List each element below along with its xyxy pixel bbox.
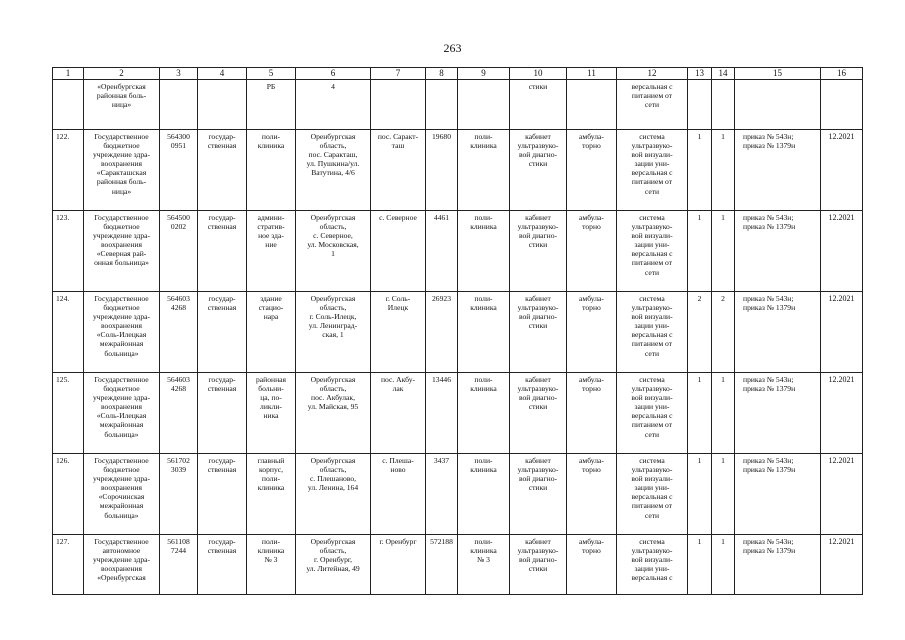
deadline-date-cell bbox=[821, 80, 863, 130]
care-conditions-cell: амбула- торно bbox=[567, 454, 617, 535]
institution-name-cell: «Оренбургская районная боль- ница» bbox=[84, 80, 160, 130]
equipment-name-cell: версальная с питанием от сети bbox=[617, 80, 688, 130]
column-header-11: 11 bbox=[567, 68, 617, 80]
quantity-total-cell: 1 bbox=[712, 130, 735, 211]
building-type-cell: поли- клиника bbox=[247, 130, 296, 211]
care-conditions-cell: амбула- торно bbox=[567, 373, 617, 454]
subdivision-cell: поли- клиника bbox=[458, 130, 510, 211]
locality-cell: г. Соль- Илецк bbox=[371, 292, 426, 373]
row-number-cell: 126. bbox=[53, 454, 84, 535]
ownership-form-cell: государ- ственная bbox=[198, 130, 247, 211]
unit-name-cell: кабинет ультразвуко- вой диагно- стики bbox=[510, 130, 567, 211]
row-number-cell bbox=[53, 80, 84, 130]
order-reference-cell: приказ № 543н; приказ № 1379н bbox=[735, 292, 821, 373]
unit-name-cell: кабинет ультразвуко- вой диагно- стики bbox=[510, 373, 567, 454]
table-row bbox=[53, 454, 863, 535]
order-reference-cell: приказ № 543н; приказ № 1379н bbox=[735, 211, 821, 292]
address-cell: Оренбургская область, г. Соль-Илецк, ул. Ленинград- ская, 1 bbox=[296, 292, 371, 373]
order-reference-cell bbox=[735, 80, 821, 130]
ownership-form-cell: государ- ственная bbox=[198, 535, 247, 595]
deadline-date-cell: 12.2021 bbox=[821, 211, 863, 292]
institution-name-cell: Государственное бюджетное учреждение здра- воохранения «Соль-Илецкая межрайонная больница» bbox=[84, 373, 160, 454]
population-cell: 13446 bbox=[426, 373, 458, 454]
order-reference-cell: приказ № 543н; приказ № 1379н bbox=[735, 373, 821, 454]
population-cell: 572188 bbox=[426, 535, 458, 595]
ownership-form-cell bbox=[198, 80, 247, 130]
quantity-planned-cell: 2 bbox=[688, 292, 712, 373]
quantity-planned-cell: 1 bbox=[688, 373, 712, 454]
column-header-13: 13 bbox=[688, 68, 712, 80]
row-number-cell: 125. bbox=[53, 373, 84, 454]
population-cell: 19680 bbox=[426, 130, 458, 211]
table-row bbox=[53, 211, 863, 292]
deadline-date-cell: 12.2021 bbox=[821, 454, 863, 535]
quantity-planned-cell: 1 bbox=[688, 130, 712, 211]
table-row bbox=[53, 130, 863, 211]
population-cell: 3437 bbox=[426, 454, 458, 535]
care-conditions-cell: амбула- торно bbox=[567, 535, 617, 595]
institution-name-cell: Государственное бюджетное учреждение здра- воохранения «Соль-Илецкая межрайонная больница» bbox=[84, 292, 160, 373]
ownership-form-cell: государ- ственная bbox=[198, 454, 247, 535]
locality-cell: пос. Саракт- таш bbox=[371, 130, 426, 211]
quantity-total-cell: 2 bbox=[712, 292, 735, 373]
table-row bbox=[53, 292, 863, 373]
row-number-cell: 123. bbox=[53, 211, 84, 292]
column-header-8: 8 bbox=[426, 68, 458, 80]
inn-code-cell bbox=[160, 80, 198, 130]
table-row bbox=[53, 80, 863, 130]
care-conditions-cell: амбула- торно bbox=[567, 292, 617, 373]
unit-name-cell: стики bbox=[510, 80, 567, 130]
column-header-10: 10 bbox=[510, 68, 567, 80]
column-header-15: 15 bbox=[735, 68, 821, 80]
inn-code-cell: 564500 0202 bbox=[160, 211, 198, 292]
care-conditions-cell: амбула- торно bbox=[567, 130, 617, 211]
equipment-name-cell: система ультразвуко- вой визуали- зации уни- версальная с питанием от сети bbox=[617, 454, 688, 535]
quantity-total-cell: 1 bbox=[712, 454, 735, 535]
quantity-planned-cell: 1 bbox=[688, 535, 712, 595]
quantity-planned-cell: 1 bbox=[688, 454, 712, 535]
institution-name-cell: Государственное бюджетное учреждение здра- воохранения «Северная рай- онная больница» bbox=[84, 211, 160, 292]
column-header-1: 1 bbox=[53, 68, 84, 80]
unit-name-cell: кабинет ультразвуко- вой диагно- стики bbox=[510, 535, 567, 595]
ownership-form-cell: государ- ственная bbox=[198, 292, 247, 373]
equipment-name-cell: система ультразвуко- вой визуали- зации уни- версальная с питанием от сети bbox=[617, 373, 688, 454]
column-header-12: 12 bbox=[617, 68, 688, 80]
deadline-date-cell: 12.2021 bbox=[821, 130, 863, 211]
subdivision-cell: поли- клиника bbox=[458, 292, 510, 373]
deadline-date-cell: 12.2021 bbox=[821, 535, 863, 595]
data-table bbox=[52, 67, 863, 595]
care-conditions-cell bbox=[567, 80, 617, 130]
unit-name-cell: кабинет ультразвуко- вой диагно- стики bbox=[510, 292, 567, 373]
unit-name-cell: кабинет ультразвуко- вой диагно- стики bbox=[510, 211, 567, 292]
building-type-cell: районная больни- ца, по- ликли- ника bbox=[247, 373, 296, 454]
address-cell: Оренбургская область, пос. Саракташ, ул. Пушкина/ул. Ватутина, 4/6 bbox=[296, 130, 371, 211]
subdivision-cell: поли- клиника bbox=[458, 373, 510, 454]
inn-code-cell: 564603 4268 bbox=[160, 292, 198, 373]
institution-name-cell: Государственное автономное учреждение здра- воохранения «Оренбургская bbox=[84, 535, 160, 595]
quantity-total-cell: 1 bbox=[712, 373, 735, 454]
quantity-total-cell: 1 bbox=[712, 535, 735, 595]
column-header-14: 14 bbox=[712, 68, 735, 80]
locality-cell: г. Оренбург bbox=[371, 535, 426, 595]
row-number-cell: 127. bbox=[53, 535, 84, 595]
address-cell: 4 bbox=[296, 80, 371, 130]
inn-code-cell: 564603 4268 bbox=[160, 373, 198, 454]
table-row bbox=[53, 535, 863, 595]
locality-cell bbox=[371, 80, 426, 130]
column-header-4: 4 bbox=[198, 68, 247, 80]
header-row bbox=[53, 68, 863, 80]
building-type-cell: поли- клиника № 3 bbox=[247, 535, 296, 595]
address-cell: Оренбургская область, пос. Акбулак, ул. Майская, 95 bbox=[296, 373, 371, 454]
locality-cell: с. Плеша- ново bbox=[371, 454, 426, 535]
address-cell: Оренбургская область, г. Оренбург, ул. Литейная, 49 bbox=[296, 535, 371, 595]
unit-name-cell: кабинет ультразвуко- вой диагно- стики bbox=[510, 454, 567, 535]
order-reference-cell: приказ № 543н; приказ № 1379н bbox=[735, 454, 821, 535]
deadline-date-cell: 12.2021 bbox=[821, 373, 863, 454]
row-number-cell: 124. bbox=[53, 292, 84, 373]
building-type-cell: здание стацио- нара bbox=[247, 292, 296, 373]
institution-name-cell: Государственное бюджетное учреждение здра- воохранения «Саракташская районная боль- ница» bbox=[84, 130, 160, 211]
column-header-16: 16 bbox=[821, 68, 863, 80]
institution-name-cell: Государственное бюджетное учреждение здра- воохранения «Сорочинская межрайонная больница» bbox=[84, 454, 160, 535]
row-number-cell: 122. bbox=[53, 130, 84, 211]
inn-code-cell: 561108 7244 bbox=[160, 535, 198, 595]
page-number: 263 bbox=[443, 41, 462, 55]
subdivision-cell: поли- клиника bbox=[458, 211, 510, 292]
quantity-planned-cell: 1 bbox=[688, 211, 712, 292]
subdivision-cell: поли- клиника bbox=[458, 454, 510, 535]
population-cell bbox=[426, 80, 458, 130]
order-reference-cell: приказ № 543н; приказ № 1379н bbox=[735, 535, 821, 595]
deadline-date-cell: 12.2021 bbox=[821, 292, 863, 373]
column-header-5: 5 bbox=[247, 68, 296, 80]
ownership-form-cell: государ- ственная bbox=[198, 211, 247, 292]
column-header-9: 9 bbox=[458, 68, 510, 80]
care-conditions-cell: амбула- торно bbox=[567, 211, 617, 292]
column-header-7: 7 bbox=[371, 68, 426, 80]
equipment-name-cell: система ультразвуко- вой визуали- зации уни- версальная с bbox=[617, 535, 688, 595]
subdivision-cell bbox=[458, 80, 510, 130]
inn-code-cell: 561702 3039 bbox=[160, 454, 198, 535]
equipment-name-cell: система ультразвуко- вой визуали- зации уни- версальная с питанием от сети bbox=[617, 130, 688, 211]
locality-cell: с. Северное bbox=[371, 211, 426, 292]
column-header-2: 2 bbox=[84, 68, 160, 80]
order-reference-cell: приказ № 543н; приказ № 1379н bbox=[735, 130, 821, 211]
subdivision-cell: поли- клиника № 3 bbox=[458, 535, 510, 595]
population-cell: 4461 bbox=[426, 211, 458, 292]
equipment-name-cell: система ультразвуко- вой визуали- зации уни- версальная с питанием от сети bbox=[617, 292, 688, 373]
quantity-total-cell: 1 bbox=[712, 211, 735, 292]
locality-cell: пос. Акбу- лак bbox=[371, 373, 426, 454]
quantity-planned-cell bbox=[688, 80, 712, 130]
quantity-total-cell bbox=[712, 80, 735, 130]
building-type-cell: главный корпус, поли- клиника bbox=[247, 454, 296, 535]
ownership-form-cell: государ- ственная bbox=[198, 373, 247, 454]
address-cell: Оренбургская область, с. Плешаново, ул. Ленина, 164 bbox=[296, 454, 371, 535]
equipment-name-cell: система ультразвуко- вой визуали- зации уни- версальная с питанием от сети bbox=[617, 211, 688, 292]
population-cell: 26923 bbox=[426, 292, 458, 373]
table-row bbox=[53, 373, 863, 454]
building-type-cell: РБ bbox=[247, 80, 296, 130]
building-type-cell: админи- стратив- ное зда- ние bbox=[247, 211, 296, 292]
address-cell: Оренбургская область, с. Северное, ул. Московская, 1 bbox=[296, 211, 371, 292]
inn-code-cell: 564300 0951 bbox=[160, 130, 198, 211]
column-header-3: 3 bbox=[160, 68, 198, 80]
column-header-6: 6 bbox=[296, 68, 371, 80]
